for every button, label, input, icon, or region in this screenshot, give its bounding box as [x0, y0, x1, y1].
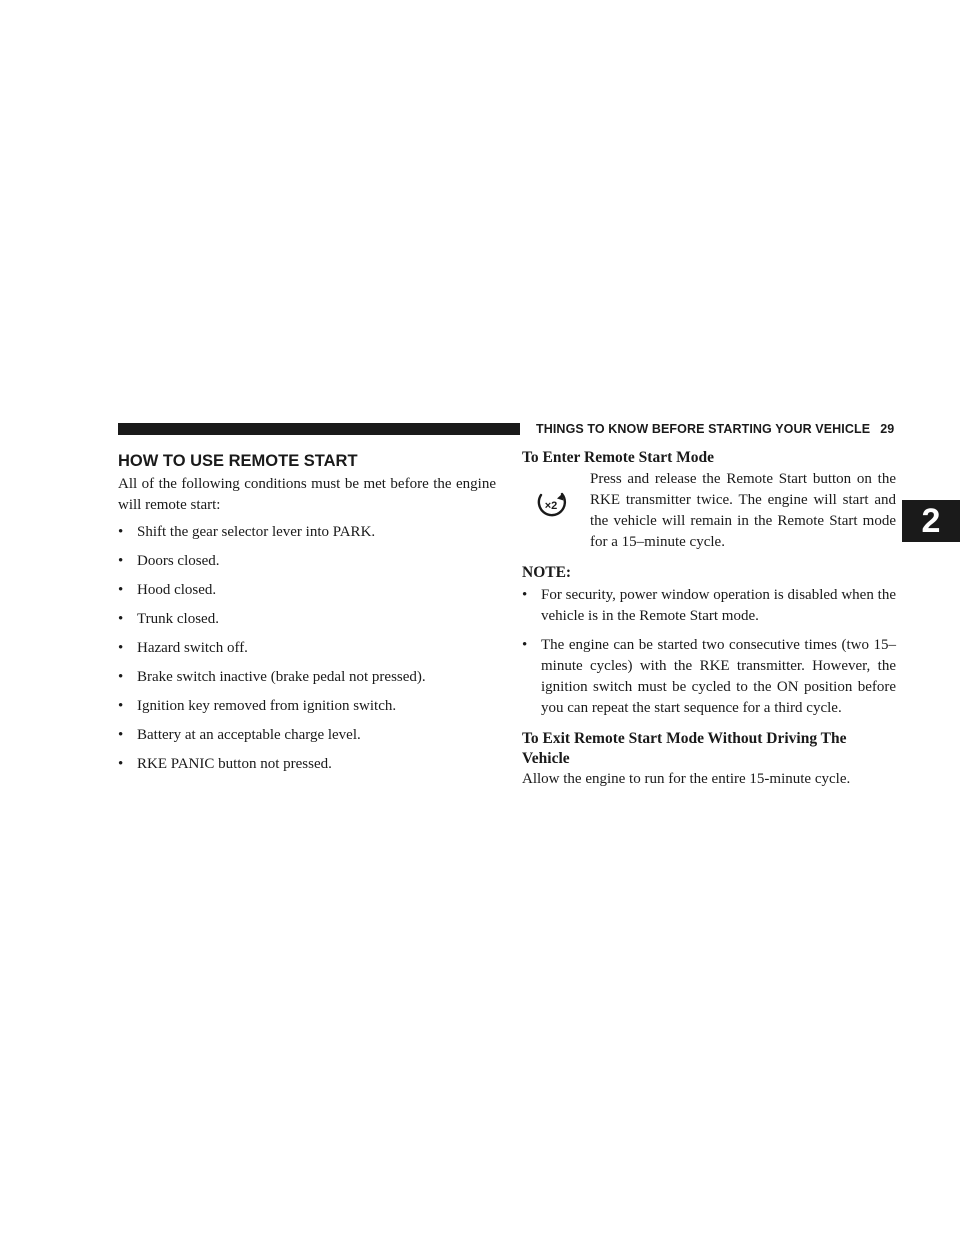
list-item: [118, 551, 496, 572]
list-item-text: Shift the gear selector lever into PARK.: [137, 524, 376, 540]
list-item: [118, 522, 496, 543]
bullet-glyph: •: [522, 587, 528, 603]
bullet-glyph: •: [118, 727, 124, 743]
section-heading: HOW TO USE REMOTE START: [118, 452, 358, 470]
bullet-glyph: •: [118, 640, 124, 656]
list-item: [118, 725, 496, 746]
list-item: [118, 609, 496, 630]
list-item-text: Ignition key removed from ignition switch.: [137, 698, 397, 714]
running-head-title: THINGS TO KNOW BEFORE STARTING YOUR VEHICLE: [536, 422, 871, 436]
list-item-text: Brake switch inactive (brake pedal not pressed).: [137, 669, 426, 685]
bullet-glyph: •: [118, 553, 124, 569]
intro-paragraph: All of the following conditions must be met before the engine will remote start:: [118, 476, 496, 513]
bullet-glyph: •: [118, 582, 124, 598]
enter-mode-text: Press and release the Remote Start button on the RKE transmitter twice. The engine will start and the vehicle will remain in the Remote Start mode for a 15–minute cycle.: [590, 471, 896, 550]
right-column: [522, 448, 896, 790]
list-item-text: Trunk closed.: [137, 611, 219, 627]
bullet-glyph: •: [118, 611, 124, 627]
note-label: NOTE:: [522, 564, 572, 581]
bullet-glyph: •: [118, 698, 124, 714]
list-item: [118, 580, 496, 601]
list-item-text: Doors closed.: [137, 553, 220, 569]
running-head: [536, 419, 896, 439]
remote-start-x2-icon: [532, 485, 570, 523]
list-item: [522, 635, 896, 719]
note-list: [522, 585, 896, 719]
bullet-glyph: •: [118, 524, 124, 540]
list-item: [118, 754, 496, 775]
chapter-tab: 2: [902, 500, 960, 542]
list-item-text: For security, power window operation is disabled when the vehicle is in the Remote Start mode.: [541, 587, 896, 624]
conditions-list: [118, 522, 496, 775]
icon-label: ×2: [544, 500, 558, 512]
list-item: [522, 585, 896, 627]
list-item-text: The engine can be started two consecutive times (two 15–minute cycles) with the RKE transmitter. However, the ignition switch must be cycled to the ON position before you can repeat the start sequence for a third cycle.: [541, 637, 896, 716]
list-item: [118, 696, 496, 717]
left-column: [118, 448, 496, 783]
list-item-text: RKE PANIC button not pressed.: [137, 756, 332, 772]
remote-start-x2-icon-graphic: [532, 485, 570, 523]
list-item-text: Battery at an acceptable charge level.: [137, 727, 361, 743]
bullet-glyph: •: [118, 756, 124, 772]
exit-mode-text: Allow the engine to run for the entire 15-minute cycle.: [522, 771, 851, 787]
list-item: [118, 667, 496, 688]
enter-mode-block: [522, 469, 896, 553]
exit-mode-heading: To Exit Remote Start Mode Without Driving The Vehicle: [522, 730, 847, 767]
list-item-text: Hood closed.: [137, 582, 217, 598]
header-rule: [118, 423, 520, 435]
bullet-glyph: •: [118, 669, 124, 685]
list-item: [118, 638, 496, 659]
page-number: 29: [880, 422, 895, 436]
list-item-text: Hazard switch off.: [137, 640, 248, 656]
enter-mode-heading: To Enter Remote Start Mode: [522, 449, 714, 466]
bullet-glyph: •: [522, 637, 528, 653]
